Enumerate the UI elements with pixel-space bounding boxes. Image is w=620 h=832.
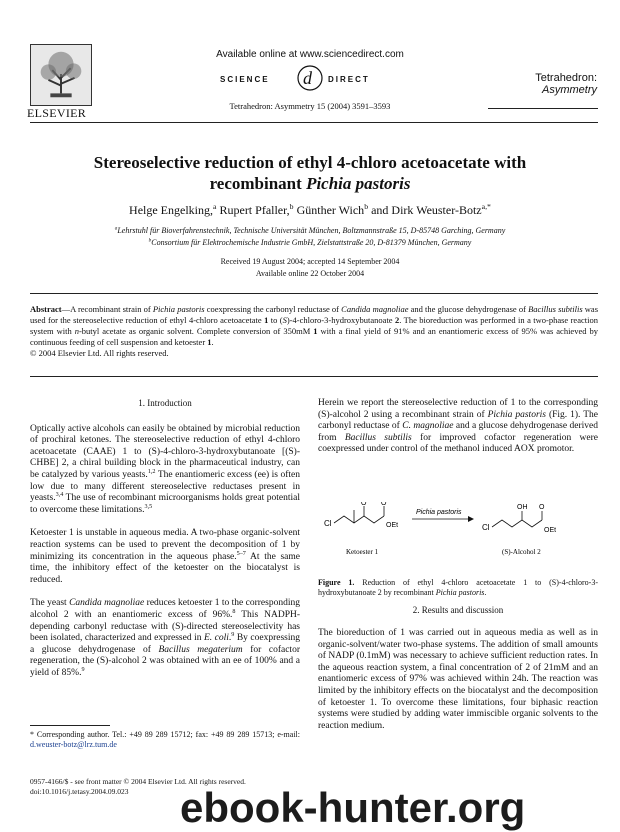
ethoxy-label-2: OEt xyxy=(544,527,557,534)
chlorine-label-1: Cl xyxy=(324,519,332,528)
intro-paragraph-4: Herein we report the stereoselective reduction of 1 to the corresponding (S)-alcohol 2 using a recombinant strain of Pichia pastoris (Fig. 1). The carbonyl reductase of C. magnoliae and a glucose dehydrogenase derived from Bacillus subtilis for improved cofactor regeneration were coexpressed under control of the methanol induced AOX promotor. xyxy=(318,398,598,455)
abstract-label: Abstract xyxy=(30,304,62,314)
compound-label-2: (S)-Alcohol 2 xyxy=(502,548,541,556)
figure-label: Figure 1. xyxy=(318,578,355,587)
affiliation-b: $^b$Consortium für Elektrochemische Industrie GmbH, Zielstattstraße 20, D-81379 München, Germany xyxy=(148,237,472,247)
elsevier-tree-logo xyxy=(30,44,92,106)
author-list: Helge Engelking,$^a$ Rupert Pfaller,$^b$ Günther Wich$^b$ and Dirk Weuster-Botz$^{a,*}$ xyxy=(129,202,491,217)
abstract-copyright: © 2004 Elsevier Ltd. All rights reserved. xyxy=(30,348,169,358)
svg-text:DIRECT: DIRECT xyxy=(328,75,370,84)
received-date: Received 19 August 2004; accepted 14 September 2004 xyxy=(220,257,400,266)
figure-caption: Figure 1. Reduction of ethyl 4-chloro acetoacetate 1 to (S)-4-chloro-3-hydroxybutanoate 2 by recombinant Pichia pastoris. xyxy=(318,578,599,597)
compound-label-1: Ketoester 1 xyxy=(346,548,379,556)
intro-paragraph-1: Optically active alcohols can easily be obtained by microbial reduction of prochiral ketones. The stereoselective reduction of ethyl 4-chloro acetoacetate (CAAE) 1 to (S)-4-chloro-3-hydroxybutanoate [(S)-CHBE] 2, a chiral building block in the pharmaceutical industry, can be catalyzed by various yeasts.$^{1,2}$ The enantiomeric excess (ee) is often low due to many different stereoselective reductases present in yeasts.$^{3,4}$ The use of recombinant microorganisms holds great potential to overcome these limitations.$^{3,5}$ xyxy=(30,423,300,515)
journal-name-line2: Asymmetry xyxy=(542,84,597,96)
section-heading-introduction: 1. Introduction xyxy=(138,398,192,408)
publisher-name: ELSEVIER xyxy=(27,106,87,120)
journal-name-line1: Tetrahedron: xyxy=(535,72,597,84)
oxygen-label-2: O xyxy=(381,502,387,507)
header-divider xyxy=(30,122,598,123)
journal-divider xyxy=(488,108,598,109)
author-engelking: Helge Engelking, xyxy=(129,203,214,217)
intro-paragraph-2: Ketoester 1 is unstable in aqueous media. A two-phase organic-solvent reaction systems can be used to prevent the decomposition of 1 by minimizing its concentration in the aqueous phase.$^{5-7}$ At the same time, the inhibitory effect of the ketoester on the biocatalyst is reduced. xyxy=(30,528,300,585)
author-weuster-botz: and Dirk Weuster-Botz xyxy=(368,203,482,217)
journal-citation: Tetrahedron: Asymmetry 15 (2004) 3591–3593 xyxy=(229,101,391,111)
journal-name xyxy=(487,72,597,96)
tree-icon xyxy=(31,45,91,105)
affiliation-a: $^a$Lehrstuhl für Bioverfahrenstechnik, Technische Universität München, Boltzmannstraße 15, D-85748 Garching, Germany xyxy=(114,225,506,235)
author-wich: Günther Wich xyxy=(293,203,365,217)
svg-text:d: d xyxy=(303,68,312,88)
oxygen-label-1: O xyxy=(361,502,367,507)
results-heading-wrap xyxy=(318,605,598,631)
oxygen-label-3: O xyxy=(539,504,545,511)
author-email-link[interactable]: d.weuster-botz@lrz.tum.de xyxy=(30,740,117,749)
title-line1: Stereoselective reduction of ethyl 4-chloro acetoacetate with xyxy=(93,153,527,172)
ethoxy-label-1: OEt xyxy=(386,522,399,529)
watermark: ebook-hunter.org xyxy=(180,784,526,831)
reaction-scheme xyxy=(318,502,598,576)
results-paragraph-1: The bioreduction of 1 was carried out in aqueous media as well as in organic-solvent/water two-phase systems. The addition of small amounts of NADP (0.1mM) was necessary to achieve sufficient reduction rates. In the aqueous reaction system, a final concentration of 2 of 21mM and an enantiomeric excess of 97% was achieved within 24h. The reaction was limited by the inhibitory effects on the biocatalyst and the decomposition of ketoester 1. To overcome these limitations, four biphasic reaction systems were studied by adding water immiscible organic solvents to the reaction medium. xyxy=(318,628,598,731)
corresponding-author-footnote: * Corresponding author. Tel.: +49 89 289 15712; fax: +49 89 289 15713; e-mail: d.weuster-botz@lrz.tum.de xyxy=(30,730,300,749)
hydroxyl-label: OH xyxy=(517,504,528,511)
doi-line[interactable]: doi:10.1016/j.tetasy.2004.09.023 xyxy=(30,787,129,796)
article-title xyxy=(40,152,580,194)
right-column-bottom xyxy=(318,628,598,744)
issn-line: 0957-4166/$ - see front matter © 2004 Elsevier Ltd. All rights reserved. xyxy=(30,777,246,786)
title-line2: recombinant Pichia pastoris xyxy=(209,174,411,193)
svg-text:SCIENCE: SCIENCE xyxy=(220,75,270,84)
intro-paragraph-3: The yeast Candida magnoliae reduces ketoester 1 to the corresponding alcohol 2 with an enantiomeric excess of 96%.$^8$ This NADPH-depending carbonyl reductase with (S)-directed stereoselectivity has been isolated, characterized and expressed in E. coli.$^9$ By coexpressing a glucose dehydrogenase of Bacillus megaterium for cofactor regeneration, the (S)-alcohol 2 was obtained with an ee of 100% and a yield of 85%.$^9$ xyxy=(30,598,300,678)
author-pfaller: Rupert Pfaller, xyxy=(216,203,290,217)
chlorine-label-2: Cl xyxy=(482,523,490,532)
right-column-top xyxy=(318,398,598,468)
abstract-top-divider xyxy=(30,293,598,294)
article-dates xyxy=(40,256,580,280)
sciencedirect-logo xyxy=(210,63,410,93)
arrow-label: Pichia pastoris xyxy=(416,509,462,516)
arrow-head-icon xyxy=(468,516,474,522)
affiliations xyxy=(40,225,580,249)
abstract: Abstract—A recombinant strain of Pichia pastoris coexpressing the carbonyl reductase of Candida magnoliae and the glucose dehydrogenase of Bacillus subtilis was used for the stereoselective reduction of ethyl 4-chloro acetoacetate 1 to (S)-4-chloro-3-hydroxybutanoate 2. The bioreduction was performed in a two-phase reaction system with n-butyl acetate as organic solvent. Complete conversion of 350mM 1 with a final yield of 91% and an enantiomeric excess of 95% was achieved by continuous feeding of cell suspension and ketoester 1. © 2004 Elsevier Ltd. All rights reserved. xyxy=(30,304,599,358)
abstract-bottom-divider xyxy=(30,376,598,377)
online-date: Available online 22 October 2004 xyxy=(255,269,365,278)
footnote-divider xyxy=(30,725,110,726)
available-online: Available online at www.sciencedirect.com xyxy=(216,49,404,60)
left-column xyxy=(30,398,300,691)
section-heading-results: 2. Results and discussion xyxy=(412,605,504,615)
